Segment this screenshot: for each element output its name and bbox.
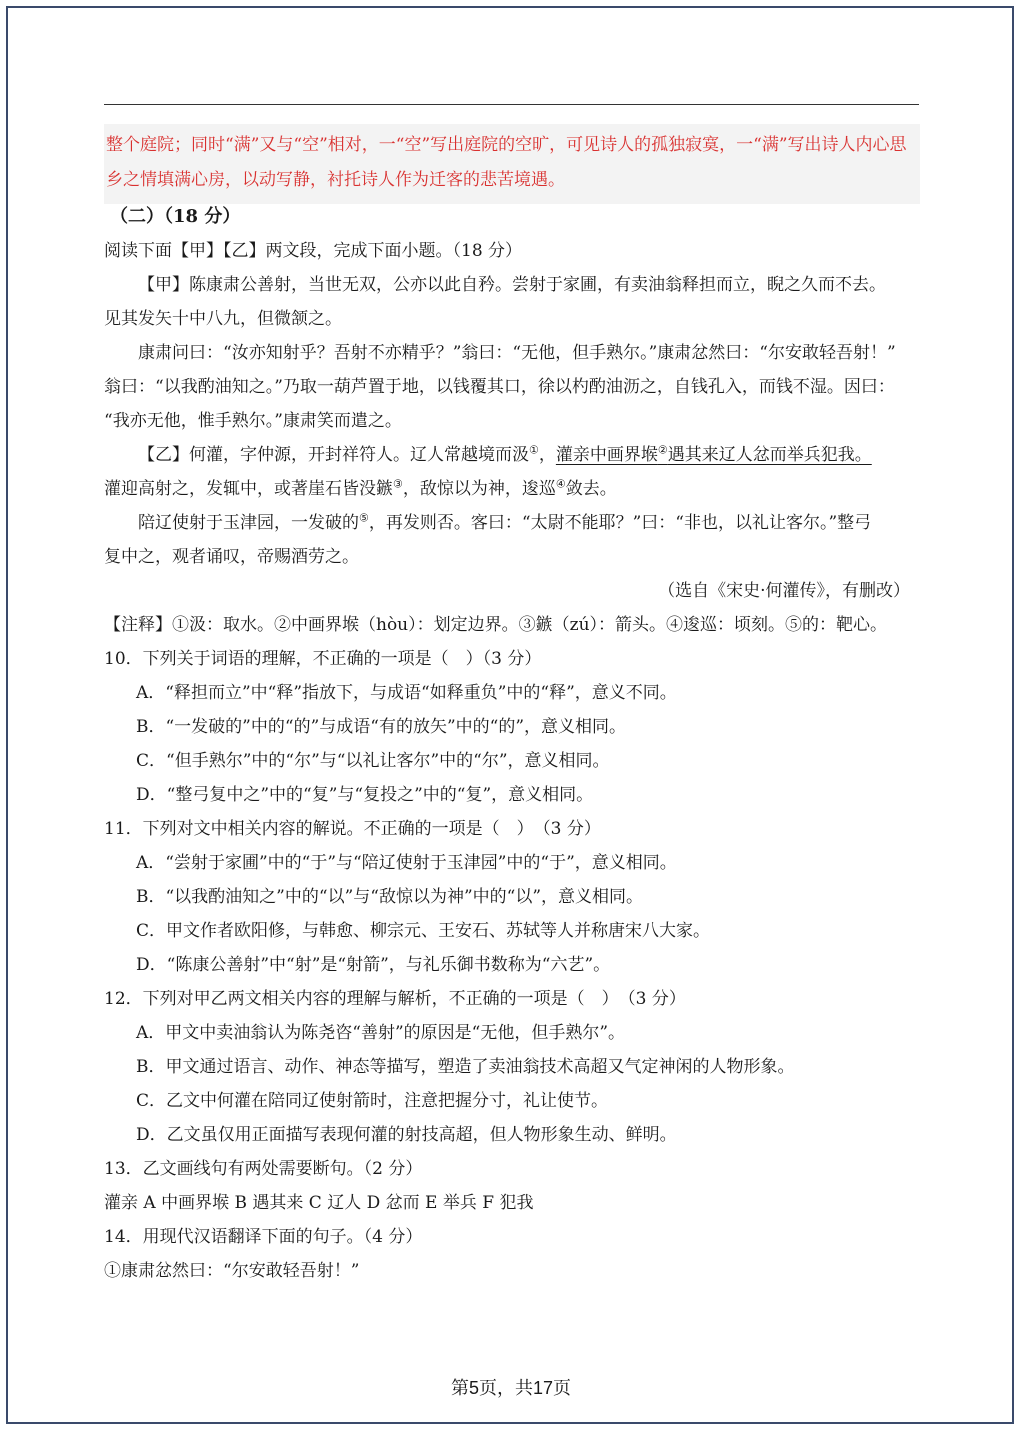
q11-option-c: C．甲文作者欧阳修，与韩愈、柳宗元、王安石、苏轼等人并称唐宋八大家。 bbox=[136, 921, 711, 941]
yi-text: ， bbox=[538, 445, 556, 465]
answer-line-1: 整个庭院；同时“满”又与“空”相对，一“空”写出庭院的空旷，可见诗人的孤独寂寞，一“满”写出诗人内心思 bbox=[106, 135, 907, 155]
q13-stem: 13．乙文画线句有两处需要断句。（2 分） bbox=[104, 1159, 423, 1179]
question-content bbox=[104, 200, 924, 1288]
yi-text: ，再发则否。客曰：“太尉不能耶？”曰：“非也，以礼让客尔。”整弓 bbox=[368, 513, 872, 533]
q10-option-a: A．“释担而立”中“释”指放下，与成语“如释重负”中的“释”，意义不同。 bbox=[136, 683, 677, 703]
note-marker: ② bbox=[657, 443, 668, 457]
header-rule bbox=[104, 104, 919, 105]
q12-option-a: A．甲文中卖油翁认为陈尧咨“善射”的原因是“无他，但手熟尔”。 bbox=[136, 1023, 626, 1043]
jia-paragraph-2c: “我亦无他，惟手熟尔。”康肃笑而遣之。 bbox=[104, 411, 402, 431]
note-marker: ③ bbox=[393, 477, 403, 491]
q10-option-c: C．“但手熟尔”中的“尔”与“以礼让客尔”中的“尔”，意义相同。 bbox=[136, 751, 610, 771]
q10-stem: 10．下列关于词语的理解，不正确的一项是（ ）（3 分） bbox=[104, 649, 542, 669]
jia-paragraph-2a: 康肃问曰：“汝亦知射乎？吾射不亦精乎？”翁曰：“无他，但手熟尔。”康肃忿然曰：“尔安敢轻吾射！” bbox=[138, 343, 896, 363]
q12-option-b: B．甲文通过语言、动作、神态等描写，塑造了卖油翁技术高超又气定神闲的人物形象。 bbox=[136, 1057, 795, 1077]
yi-text: 【乙】何灌，字仲源，开封祥符人。辽人常越境而汲 bbox=[138, 445, 529, 465]
q13-text: 灌亲 A 中画界堠 B 遇其来 C 辽人 D 忿而 E 举兵 F 犯我 bbox=[104, 1193, 534, 1213]
q11-option-b: B．“以我酌油知之”中的“以”与“敌惊以为神”中的“以”，意义相同。 bbox=[136, 887, 644, 907]
underlined-sentence bbox=[556, 445, 872, 465]
answer-line-2: 乡之情填满心房，以动写静，衬托诗人作为迁客的悲苦境遇。 bbox=[106, 170, 565, 190]
q14-item-1: ①康肃忿然曰：“尔安敢轻吾射！” bbox=[104, 1261, 360, 1281]
q11-stem: 11．下列对文中相关内容的解说。不正确的一项是（ ） （3 分） bbox=[104, 819, 601, 839]
jia-paragraph-2b: 翁曰：“以我酌油知之。”乃取一葫芦置于地，以钱覆其口，徐以杓酌油沥之，自钱孔入，而钱不湿。因曰： bbox=[104, 377, 895, 397]
note-marker: ① bbox=[529, 443, 539, 457]
note-marker: ④ bbox=[555, 477, 566, 491]
yi-text: 灌迎高射之，发辄中，或著崖石皆没鏃 bbox=[104, 479, 393, 499]
q12-option-c: C．乙文中何灌在陪同辽使射箭时，注意把握分寸，礼让使节。 bbox=[136, 1091, 609, 1111]
underlined-text: 遇其来辽人忿而举兵犯我。 bbox=[667, 445, 872, 465]
jia-paragraph-1a: 【甲】陈康肃公善射，当世无双，公亦以此自矜。尝射于家圃，有卖油翁释担而立，睨之久而不去。 bbox=[138, 275, 886, 295]
yi-paragraph-2b: 复中之，观者诵叹，帝赐酒劳之。 bbox=[104, 547, 359, 567]
notes: 【注释】①汲：取水。②中画界堠（hòu）：划定边界。③鏃（zú）：箭头。④逡巡：顷刻。⑤的：靶心。 bbox=[104, 615, 888, 635]
yi-text: 敛去。 bbox=[565, 479, 617, 499]
q14-stem: 14．用现代汉语翻译下面的句子。（4 分） bbox=[104, 1227, 423, 1247]
yi-paragraph-2a bbox=[104, 506, 924, 540]
q11-option-a: A．“尝射于家圃”中的“于”与“陪辽使射于玉津园”中的“于”，意义相同。 bbox=[136, 853, 677, 873]
yi-paragraph-1b bbox=[104, 472, 924, 506]
q12-stem: 12．下列对甲乙两文相关内容的理解与解析，不正确的一项是（ ） （3 分） bbox=[104, 989, 686, 1009]
source-citation: （选自《宋史·何灌传》，有删改） bbox=[658, 581, 910, 601]
answer-highlight bbox=[104, 124, 920, 204]
yi-text: 陪辽使射于玉津园，一发破的 bbox=[138, 513, 359, 533]
page-number: 第5页，共17页 bbox=[450, 1378, 572, 1398]
yi-paragraph-1a bbox=[104, 438, 924, 472]
note-marker: ⑤ bbox=[359, 511, 369, 525]
jia-paragraph-1b: 见其发矢十中八九，但微颔之。 bbox=[104, 309, 342, 329]
instruction: 阅读下面【甲】【乙】两文段，完成下面小题。（18 分） bbox=[104, 241, 523, 261]
underlined-text: 灌亲中画界堠 bbox=[555, 445, 658, 465]
section-title: （二）（18 分） bbox=[110, 206, 241, 227]
q12-option-d: D．乙文虽仅用正面描写表现何灌的射技高超，但人物形象生动、鲜明。 bbox=[136, 1125, 677, 1145]
q10-option-d: D．“整弓复中之”中的“复”与“复投之”中的“复”，意义相同。 bbox=[136, 785, 594, 805]
q11-option-d: D．“陈康公善射”中“射”是“射箭”，与礼乐御书数称为“六艺”。 bbox=[136, 955, 611, 975]
yi-text: ，敌惊以为神，逡巡 bbox=[402, 479, 556, 499]
q10-option-b: B．“一发破的”中的“的”与成语“有的放矢”中的“的”，意义相同。 bbox=[136, 717, 627, 737]
